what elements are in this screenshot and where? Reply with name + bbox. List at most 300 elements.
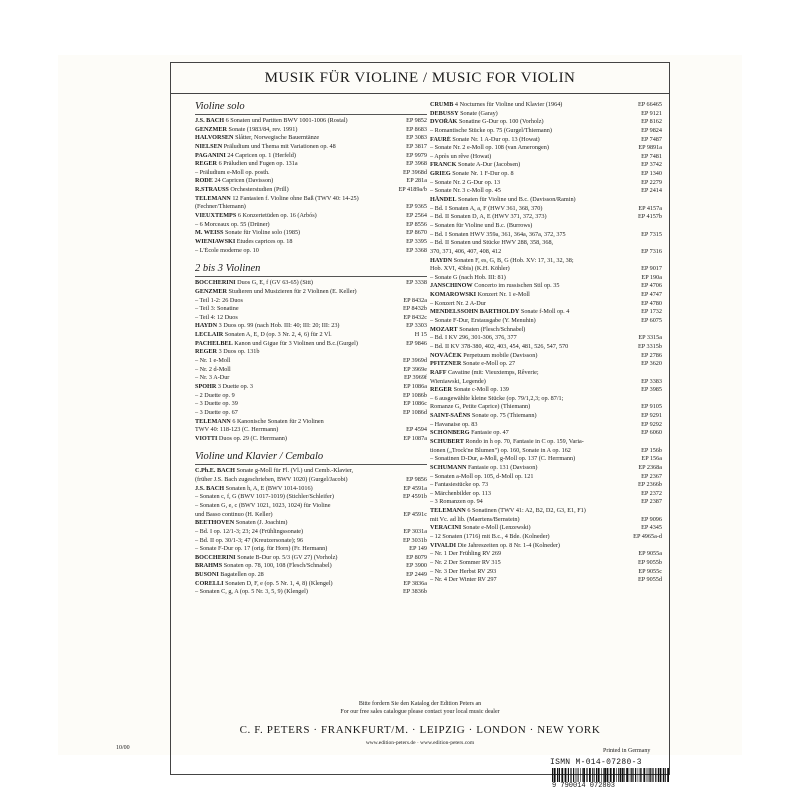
entry-title — [195, 426, 402, 435]
entry-title — [430, 559, 634, 568]
catalog-entry — [195, 528, 427, 537]
entry-work: – Bd. II Sonaten und Stücke HWV 288, 358, 368, — [430, 239, 554, 247]
entry-title — [195, 383, 399, 392]
catalog-entry — [195, 545, 427, 554]
catalog-entry — [195, 247, 427, 256]
catalog-entry — [430, 542, 662, 551]
barcode-bar — [658, 768, 659, 782]
entry-work: – Bd. I op. 12/1-3; 23; 24 (Frühlingssonate) — [195, 527, 304, 535]
entry-edition-number — [423, 288, 427, 297]
entry-composer: VERACINI — [430, 524, 462, 532]
entry-work: Sonaten D, F, e (op. 5 Nr. 1, 4, 8) (Klengel) — [225, 579, 333, 587]
entry-edition-number: EP 156a — [641, 455, 662, 463]
entry-edition-number: EP 8556 — [406, 220, 427, 228]
entry-composer: FRANCK — [430, 161, 457, 169]
entry-title — [195, 247, 402, 256]
entry-title — [195, 357, 399, 366]
entry-work: Orchesterstudien (Prill) — [230, 186, 289, 194]
catalog-entry — [195, 418, 427, 427]
entry-work: Sonate (1983/84, rev. 1991) — [228, 125, 298, 133]
barcode-bar — [557, 768, 558, 782]
section-gap — [195, 443, 427, 451]
entry-edition-number: EP 281a — [406, 177, 427, 185]
entry-edition-number: EP 4591b — [402, 493, 427, 501]
barcode-bar — [568, 768, 569, 782]
entry-title — [430, 291, 637, 300]
entry-edition-number: EP 4157a — [638, 204, 662, 212]
entry-edition-number: EP 4591c — [403, 510, 427, 518]
entry-edition-number: EP 2387 — [641, 498, 662, 506]
entry-title — [195, 537, 399, 546]
entry-title — [195, 580, 399, 589]
entry-title — [430, 300, 637, 309]
catalog-entry — [195, 554, 427, 563]
entry-work: Etudes caprices op. 18 — [236, 237, 293, 245]
entry-work: 6 Kanonische Sonaten für 2 Violinen — [232, 417, 324, 425]
entry-work: – Konzert Nr. 2 A-Dur — [430, 299, 486, 307]
entry-edition-number: EP 4591a — [403, 484, 427, 492]
entry-title — [195, 229, 402, 238]
entry-edition-number: EP 9979 — [406, 151, 427, 159]
entry-title — [195, 203, 402, 212]
entry-title — [195, 562, 402, 571]
entry-edition-number: EP 1086b — [402, 391, 427, 399]
entry-edition-number: EP 2449 — [406, 571, 427, 579]
entry-title — [195, 435, 399, 444]
entry-edition-number: EP 8683 — [406, 125, 427, 133]
entry-edition-number: EP 1340 — [641, 170, 662, 178]
catalog-entry — [430, 352, 662, 361]
entry-edition-number: EP 3968d — [402, 168, 427, 176]
catalog-entry — [430, 317, 662, 326]
entry-edition-number — [423, 519, 427, 528]
entry-work: – 12 Sonaten (1716) mit B.c., 4 Bde. (Kolneder) — [430, 533, 550, 541]
entry-title — [195, 493, 399, 502]
entry-work: Die Jahreszeiten op. 8 Nr. 1-4 (Kolneder) — [457, 541, 560, 549]
entry-title — [430, 343, 634, 352]
entry-edition-number: EP 1086c — [403, 400, 427, 408]
barcode-bar — [622, 768, 624, 782]
entry-title — [430, 481, 634, 490]
barcode-bar — [620, 768, 621, 782]
entry-work: Sonaten op. 78, 100, 108 (Flesch/Schnabel) — [223, 562, 332, 570]
entry-composer: WIENIAWSKI — [195, 237, 236, 245]
entry-title — [430, 455, 637, 464]
entry-work: Fantasie op. 131 (Davisson) — [467, 463, 538, 471]
entry-edition-number: EP 3383 — [641, 377, 662, 385]
entry-edition-number: H 15 — [414, 331, 427, 339]
entry-edition-number — [658, 395, 662, 404]
catalog-entry — [430, 187, 662, 196]
catalog-entry — [430, 110, 662, 119]
catalog-entry — [430, 490, 662, 499]
entry-work: Sonaten für Violine und B.c. (Davisson/Ramin) — [458, 196, 576, 204]
catalog-entry — [430, 386, 662, 395]
entry-composer: J.S. BACH — [195, 117, 225, 124]
entry-work: – Romantische Stücke op. 75 (Gurgel/Thiemann) — [430, 126, 552, 134]
barcode-bar — [573, 768, 574, 782]
entry-edition-number: EP 2414 — [641, 187, 662, 195]
catalog-entry — [430, 326, 662, 335]
barcode-bar — [594, 768, 595, 782]
entry-composer: BEETHOVEN — [195, 519, 235, 527]
catalog-entry — [195, 476, 427, 485]
entry-work: – Nr. 3 Der Herbst RV 293 — [430, 567, 497, 575]
catalog-entry — [430, 231, 662, 240]
entry-title — [430, 118, 637, 127]
entry-title — [430, 231, 637, 240]
barcode-bar — [607, 768, 609, 782]
entry-work: Slåtter, Norwegische Bauerntänze — [235, 134, 320, 142]
catalog-entry — [430, 308, 662, 317]
entry-title — [430, 490, 637, 499]
entry-title — [430, 222, 658, 231]
entry-composer: RODE — [195, 177, 213, 185]
entry-work: – Teil 1-2: 26 Duos — [195, 296, 243, 304]
section-heading: 2 bis 3 Violinen — [195, 263, 261, 275]
entry-composer: CORELLI — [195, 579, 224, 587]
entry-work: – Nr. 3 A-Dur — [195, 374, 230, 382]
barcode-bar — [667, 768, 669, 782]
catalog-entry — [195, 186, 427, 195]
entry-title — [430, 334, 634, 343]
catalog-entry — [430, 576, 662, 585]
barcode-bar — [552, 768, 553, 782]
entry-composer: SCHÖNBERG — [430, 429, 470, 437]
entry-edition-number — [658, 507, 662, 516]
entry-title — [430, 179, 637, 188]
catalog-entry — [195, 511, 427, 520]
barcode-bar — [655, 768, 656, 782]
entry-work: Studieren und Musizieren für 2 Violinen (E. Keller) — [228, 287, 357, 295]
entry-composer: FAURÉ — [430, 135, 451, 143]
entry-composer: TELEMANN — [430, 507, 466, 515]
catalog-entry — [195, 340, 427, 349]
catalog-entry — [195, 357, 427, 366]
catalog-entry — [430, 412, 662, 421]
catalog-entry — [195, 160, 427, 169]
entry-edition-number: EP 3969f — [404, 374, 427, 382]
entry-composer: DVOŘÁK — [430, 118, 458, 126]
catalog-entry — [430, 369, 662, 378]
entry-work: 3 Duette op. 3 — [217, 382, 253, 390]
entry-edition-number — [658, 326, 662, 335]
entry-edition-number: EP 149 — [409, 545, 427, 553]
barcode-bar — [650, 768, 651, 782]
entry-work: 12 Fantasien f. Violine ohne Baß (TWV 40: 14-25) — [232, 194, 359, 202]
entry-work: Sonate Nr. 1 F-Dur op. 8 — [452, 170, 514, 178]
entry-composer: PACHELBEL — [195, 339, 233, 347]
entry-edition-number: EP 7315 — [641, 230, 662, 238]
catalog-entry — [430, 213, 662, 222]
entry-title — [430, 403, 637, 412]
catalog-entry — [195, 366, 427, 375]
entry-work: Präludium und Thema mit Variationen op. 48 — [223, 142, 336, 150]
section-rule — [195, 276, 427, 277]
entry-work: – Sonaten a-Moll op. 105, d-Moll op. 121 — [430, 472, 534, 480]
entry-work: Sonaten (J. Joachim) — [235, 519, 288, 527]
entry-composer: VIVALDI — [430, 541, 457, 549]
barcode-bar — [652, 768, 653, 782]
entry-title — [195, 279, 402, 288]
entry-work: – Teil 3: Sonatine — [195, 305, 239, 313]
entry-work: Fantasie op. 47 — [471, 429, 509, 437]
section-rule — [195, 464, 427, 465]
entry-composer: BOCCHERINI — [195, 553, 236, 561]
entry-composer: GENZMER — [195, 287, 227, 295]
entry-title — [430, 568, 634, 577]
entry-title — [430, 205, 634, 214]
entry-work: – Präludium e-Moll op. posth. — [195, 168, 270, 176]
catalog-entry — [430, 455, 662, 464]
catalog-entry — [430, 205, 662, 214]
entry-title — [195, 314, 399, 323]
catalog-entry — [430, 464, 662, 473]
entry-work: – Fantasiestücke op. 73 — [430, 481, 489, 489]
entry-title — [195, 195, 423, 204]
entry-edition-number: EP 9824 — [641, 126, 662, 134]
entry-title — [195, 374, 400, 383]
entry-work: – 2 Duette op. 9 — [195, 391, 235, 399]
entry-work: – Nr. 2 d-Moll — [195, 365, 231, 373]
entry-edition-number: EP 8432c — [403, 313, 427, 321]
entry-edition-number: EP 1087a — [403, 434, 427, 442]
entry-composer: REGER — [430, 386, 453, 394]
catalog-entry — [195, 305, 427, 314]
section-rule — [195, 114, 427, 115]
catalog-entry — [430, 360, 662, 369]
entry-title — [195, 331, 411, 340]
catalog-entry — [195, 279, 427, 288]
entry-title — [430, 352, 637, 361]
barcode-bar — [638, 768, 639, 782]
catalog-entry — [430, 170, 662, 179]
catalog-entry — [195, 297, 427, 306]
entry-title — [430, 447, 637, 456]
entry-title — [430, 516, 637, 525]
barcode-bar — [653, 768, 654, 782]
catalog-entry — [195, 580, 427, 589]
entry-edition-number: EP 6060 — [641, 429, 662, 437]
catalog-entry — [430, 550, 662, 559]
barcode-bar — [635, 768, 636, 782]
barcode-bar — [660, 768, 662, 782]
entry-edition-number: EP 9292 — [641, 420, 662, 428]
catalog-entry — [195, 177, 427, 186]
entry-title — [430, 274, 637, 283]
catalog-entry — [430, 300, 662, 309]
entry-edition-number: EP 3338 — [406, 279, 427, 287]
entry-title — [430, 257, 658, 266]
entry-edition-number: EP 9055c — [638, 567, 662, 575]
entry-edition-number: EP 9105 — [641, 403, 662, 411]
entry-edition-number: EP 3817 — [406, 142, 427, 150]
section-heading: Violine solo — [195, 101, 245, 112]
barcode-bar — [598, 768, 600, 782]
catalog-entry — [195, 374, 427, 383]
entry-title — [430, 317, 637, 326]
catalog-entry — [195, 126, 427, 135]
entry-title — [195, 348, 423, 357]
entry-title — [195, 143, 402, 152]
catalog-entry — [430, 291, 662, 300]
catalog-entry — [430, 568, 662, 577]
entry-title — [430, 161, 637, 170]
entry-composer: REGER — [195, 160, 218, 168]
catalog-entry — [430, 222, 662, 231]
catalog-entry — [195, 519, 427, 528]
entry-title — [195, 117, 402, 126]
entry-composer: M. WEISS — [195, 229, 224, 237]
entry-work: mit Vc. ad lib. (Maertens/Bernstein) — [430, 515, 520, 523]
catalog-entry — [430, 524, 662, 533]
catalog-entry — [430, 429, 662, 438]
catalog-entry — [430, 343, 662, 352]
entry-title — [195, 288, 423, 297]
entry-title — [195, 186, 395, 195]
entry-edition-number: EP 7487 — [641, 135, 662, 143]
entry-edition-number: EP 3031a — [403, 527, 427, 535]
barcode-bar — [663, 768, 664, 782]
entry-edition-number: EP 8162 — [641, 118, 662, 126]
entry-work: – L'École moderne op. 10 — [195, 246, 259, 254]
catalog-entry — [195, 392, 427, 401]
entry-work: Konzert Nr. 1 e-Moll — [477, 291, 530, 299]
entry-title — [430, 550, 634, 559]
catalog-entry — [195, 221, 427, 230]
entry-work: – Märchenbilder op. 113 — [430, 489, 491, 497]
entry-composer: VIEUXTEMPS — [195, 212, 237, 220]
entry-work: – Sonate Nr. 2 G-Dur op. 13 — [430, 178, 501, 186]
entry-edition-number — [658, 369, 662, 378]
entry-title — [430, 412, 637, 421]
entry-edition-number: EP 2279 — [641, 178, 662, 186]
entry-work: – Bd. I Sonaten A, a, F (HWV 361, 368, 370) — [430, 204, 543, 212]
barcode-bar — [648, 768, 649, 782]
right-column — [430, 101, 662, 585]
entry-title — [430, 576, 634, 585]
catalog-entry — [195, 409, 427, 418]
entry-title — [430, 533, 629, 542]
entry-edition-number: EP 9291 — [641, 412, 662, 420]
entry-title — [195, 409, 399, 418]
barcode-bar — [641, 768, 642, 782]
entry-composer: MENDELSSOHN BARTHOLDY — [430, 308, 520, 316]
entry-composer: PFITZNER — [430, 360, 462, 368]
entry-edition-number: EP 3395 — [406, 237, 427, 245]
catalog-entry — [195, 143, 427, 152]
entry-work: 4 Nocturnes für Violine und Klavier (1964) — [454, 101, 563, 108]
ismn-number: ISMN M-014-07280-3 — [550, 758, 642, 767]
entry-work: – Nr. 2 Der Sommer RV 315 — [430, 558, 501, 566]
entry-edition-number: EP 3836b — [402, 588, 427, 596]
barcode-bar — [559, 768, 560, 782]
barcode-bar — [580, 768, 581, 782]
entry-title — [430, 248, 637, 257]
entry-composer: CRUMB — [430, 101, 454, 108]
entry-work: Sonate für Violine solo (1985) — [224, 229, 301, 237]
entry-work: Sonaten A, E, D (op. 3 Nr. 2, 4, 6) für 2 Vl. — [224, 331, 332, 339]
entry-edition-number: EP 3368 — [406, 246, 427, 254]
entry-composer: SAINT-SAËNS — [430, 412, 471, 420]
catalog-entry — [195, 400, 427, 409]
page-title: MUSIK FÜR VIOLINE / MUSIC FOR VIOLIN — [264, 70, 576, 86]
entry-title — [195, 169, 399, 178]
entry-edition-number: EP 4345 — [641, 524, 662, 532]
catalog-entry — [195, 203, 427, 212]
entry-title — [430, 378, 637, 387]
entry-composer: NOVÁČEK — [430, 351, 462, 359]
barcode-bar — [596, 768, 597, 782]
entry-work: Rondo in h op. 70, Fantasie in C op. 159, Varia- — [465, 437, 584, 445]
entry-work: Concerto im russischen Stil op. 35 — [474, 282, 560, 290]
entry-edition-number: EP 9121 — [641, 109, 662, 117]
entry-title — [195, 528, 399, 537]
catalog-entry — [430, 447, 662, 456]
entry-title — [195, 400, 399, 409]
entry-edition-number — [658, 542, 662, 551]
entry-edition-number — [658, 438, 662, 447]
catalog-entry — [195, 537, 427, 546]
catalog-entry — [195, 229, 427, 238]
barcode-bar — [577, 768, 578, 782]
entry-work: (früher J.S. Bach zugeschrieben, BWV 1020) (Gurgel/Jacobi) — [195, 476, 348, 484]
entry-work: – Sonate G (nach Hob. III: 81) — [430, 273, 506, 281]
left-column — [195, 101, 427, 597]
entry-edition-number — [423, 467, 427, 476]
entry-title — [195, 418, 423, 427]
catalog-entry — [195, 493, 427, 502]
entry-composer: J.S. BACH — [195, 484, 225, 492]
entry-edition-number: EP 3620 — [641, 360, 662, 368]
entry-composer: LECLAIR — [195, 331, 224, 339]
entry-title — [195, 238, 402, 247]
entry-edition-number: EP 9017 — [641, 265, 662, 273]
entry-title — [430, 498, 637, 507]
entry-title — [430, 196, 658, 205]
entry-title — [430, 170, 637, 179]
entry-title — [430, 421, 637, 430]
entry-composer: REGER — [195, 348, 218, 356]
barcode-bar — [603, 768, 604, 782]
entry-composer: SPOHR — [195, 382, 217, 390]
entry-work: Sonaten F, es, G, B, G (Hob. XV: 17, 31, 32, 38; — [453, 256, 574, 264]
catalog-entry — [195, 331, 427, 340]
entry-title — [195, 305, 399, 314]
entry-edition-number: EP 4747 — [641, 291, 662, 299]
entry-work: – 3 Duette op. 67 — [195, 408, 238, 416]
entry-title — [195, 297, 399, 306]
entry-composer: BOCCHERINI — [195, 279, 236, 287]
barcode-bar — [632, 768, 633, 782]
entry-title — [195, 340, 402, 349]
entry-composer: R.STRAUSS — [195, 186, 229, 194]
entry-title — [430, 395, 658, 404]
entry-edition-number: EP 9096 — [641, 515, 662, 523]
entry-title — [195, 152, 402, 161]
entry-edition-number — [423, 348, 427, 357]
entry-edition-number: EP 6075 — [641, 317, 662, 325]
catalog-entry — [430, 481, 662, 490]
entry-work: und Basso continuo (H. Keller) — [195, 510, 273, 518]
entry-composer: HAYDN — [195, 322, 218, 330]
catalog-entry — [430, 127, 662, 136]
barcode-bar — [570, 768, 571, 782]
entry-work: tionen („Trock'ne Blumen") op. 160, Sonate in A op. 162 — [430, 446, 571, 454]
entry-edition-number: EP 156b — [641, 446, 662, 454]
entry-work: 6 Konzertetüden op. 16 (Arbós) — [237, 212, 317, 220]
entry-work: 3 Duos op. 131b — [218, 348, 260, 356]
